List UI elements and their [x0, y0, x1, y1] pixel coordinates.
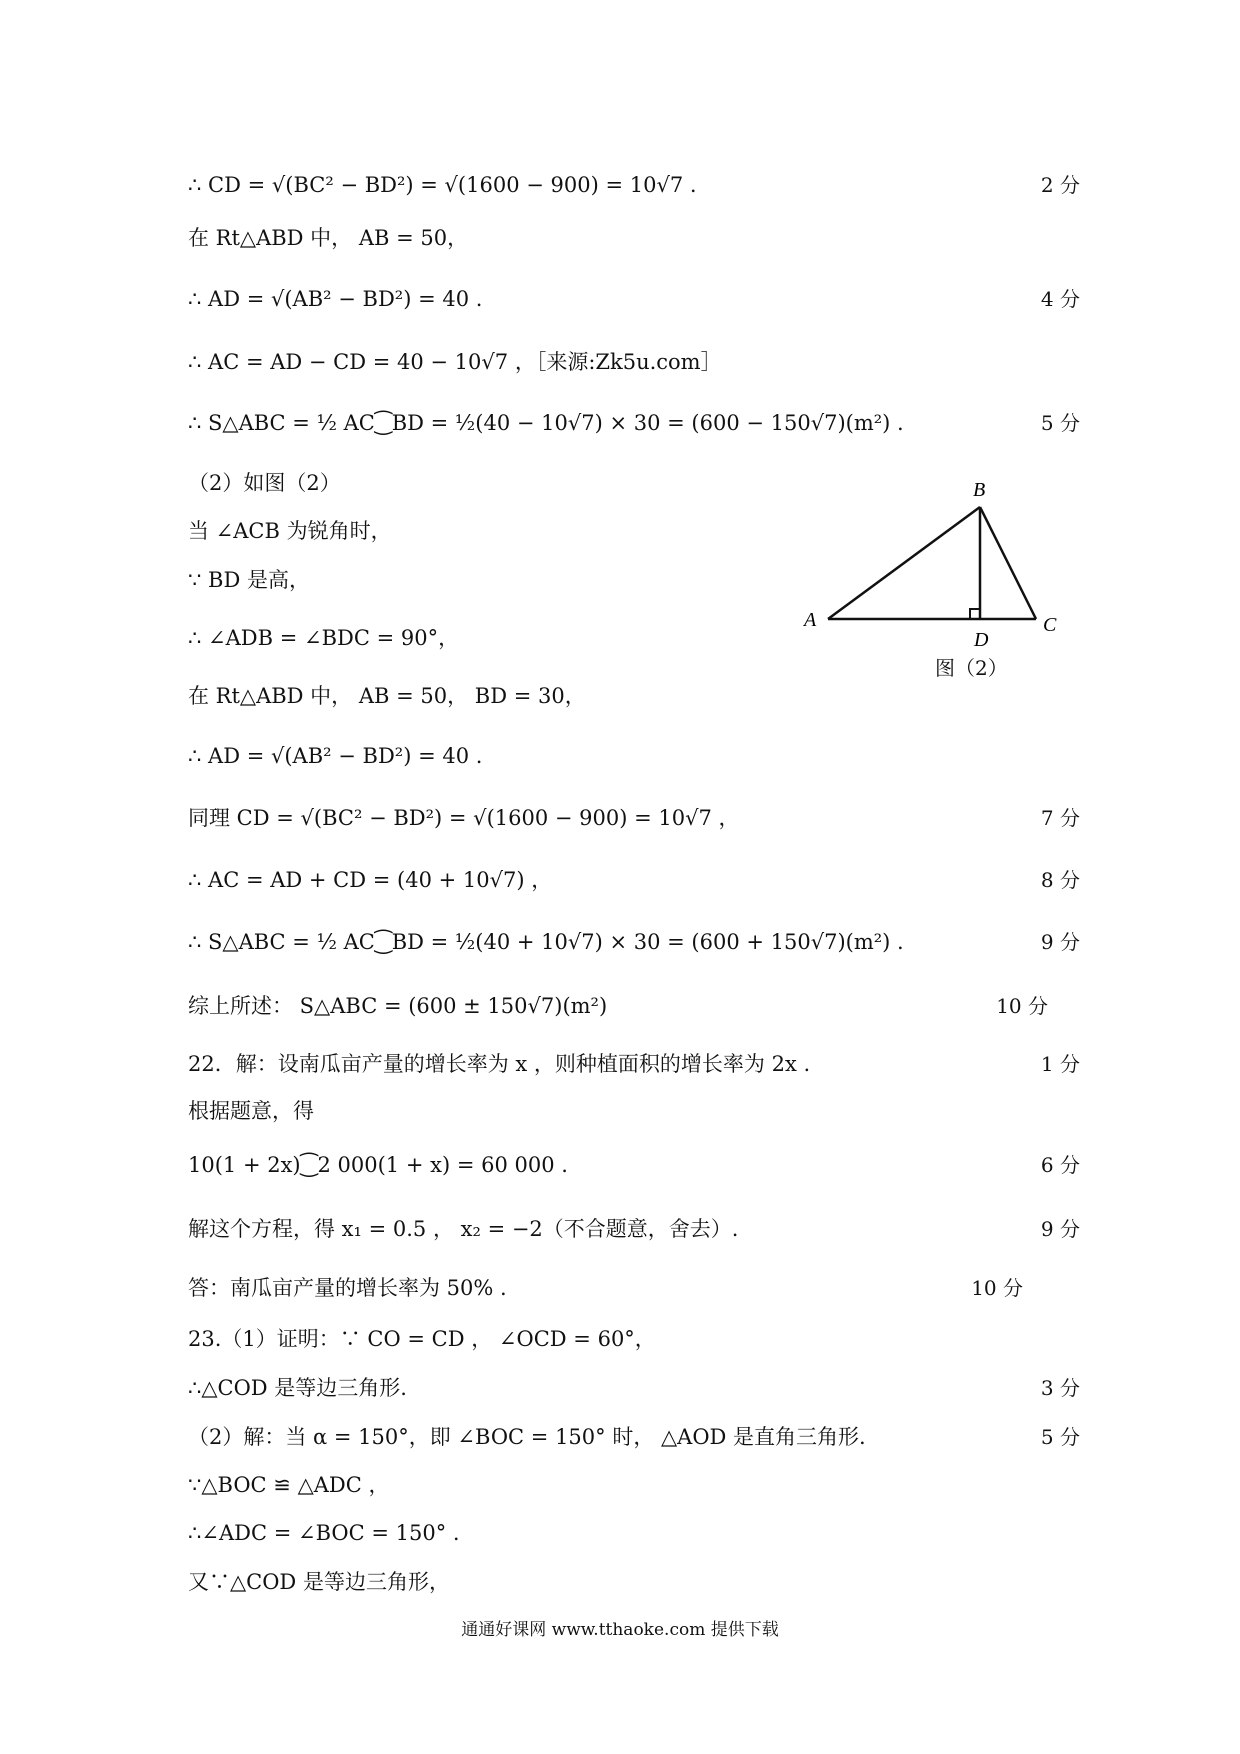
side-bc	[980, 507, 1036, 619]
text-line: ∴ S△ABC = ½ AC⁐BD = ½(40 + 10√7) × 30 = (600 + 150√7)(m²) .	[188, 930, 904, 954]
text-line: 在 Rt△ABD 中， AB = 50， BD = 30，	[188, 684, 586, 708]
score-label: 9 分	[1040, 1217, 1080, 1241]
score-label: 8 分	[1040, 868, 1080, 892]
text-line: 10(1 + 2x)⁐2 000(1 + x) = 60 000 .	[188, 1153, 568, 1177]
text-line: ∵△BOC ≌ △ADC ，	[188, 1473, 390, 1497]
text-line: 又∵△COD 是等边三角形，	[188, 1570, 450, 1594]
score-label: 5 分	[1040, 411, 1080, 435]
score-label: 2 分	[1040, 173, 1080, 197]
text-line: 答：南瓜亩产量的增长率为 50% .	[188, 1276, 507, 1300]
score-label: 7 分	[1040, 806, 1080, 830]
text-line: ∴∠ADC = ∠BOC = 150° .	[188, 1521, 460, 1545]
score-label: 10 分	[996, 994, 1048, 1018]
text-line: 23.（1）证明：∵ CO = CD ， ∠OCD = 60°，	[188, 1327, 656, 1351]
vertex-label-c: C	[1043, 614, 1057, 636]
text-line: 同理 CD = √(BC² − BD²) = √(1600 − 900) = 10√7 ，	[188, 806, 740, 830]
vertex-label-a: A	[804, 609, 817, 631]
text-line: ∴ AD = √(AB² − BD²) = 40 .	[188, 287, 483, 311]
text-line: ∴△COD 是等边三角形.	[188, 1376, 407, 1400]
text-line: （2）如图（2）	[188, 471, 341, 495]
side-ab	[828, 507, 980, 619]
text-line: 在 Rt△ABD 中， AB = 50，	[188, 226, 469, 250]
text-line: ∴ S△ABC = ½ AC⁐BD = ½(40 − 10√7) × 30 = (600 − 150√7)(m²) .	[188, 411, 904, 435]
text-line: ∴ ∠ADB = ∠BDC = 90°，	[188, 626, 460, 650]
text-line: ∴ CD = √(BC² − BD²) = √(1600 − 900) = 10√7 .	[188, 173, 697, 197]
figure-caption: 图（2）	[935, 656, 1008, 680]
text-line: 解这个方程，得 x₁ = 0.5 ， x₂ = −2（不合题意，舍去）.	[188, 1217, 739, 1241]
text-line: （2）解：当 α = 150°，即 ∠BOC = 150° 时， △AOD 是直角三角形.	[188, 1425, 866, 1449]
text-line: ∴ AC = AD + CD = (40 + 10√7) ，	[188, 868, 553, 892]
score-label: 10 分	[971, 1276, 1023, 1300]
vertex-label-d: D	[974, 629, 989, 651]
text-line: 根据题意，得	[188, 1099, 314, 1123]
score-label: 1 分	[1040, 1052, 1080, 1076]
right-angle-mark	[970, 609, 980, 619]
text-line: ∴ AD = √(AB² − BD²) = 40 .	[188, 744, 483, 768]
score-label: 9 分	[1040, 930, 1080, 954]
text-line: ∴ AC = AD − CD = 40 − 10√7 ，［来源:Zk5u.com］	[188, 350, 722, 374]
vertex-label-b: B	[973, 479, 986, 501]
page-footer: 通通好课网 www.tthaoke.com 提供下载	[461, 1620, 779, 1640]
text-line: ∵ BD 是高，	[188, 568, 310, 592]
score-label: 3 分	[1040, 1376, 1080, 1400]
text-line: 综上所述： S△ABC = (600 ± 150√7)(m²)	[188, 994, 608, 1018]
score-label: 6 分	[1040, 1153, 1080, 1177]
score-label: 4 分	[1040, 287, 1080, 311]
text-line: 22．解：设南瓜亩产量的增长率为 x ，则种植面积的增长率为 2x .	[188, 1052, 811, 1076]
score-label: 5 分	[1040, 1425, 1080, 1449]
text-line: 当 ∠ACB 为锐角时，	[188, 519, 392, 543]
